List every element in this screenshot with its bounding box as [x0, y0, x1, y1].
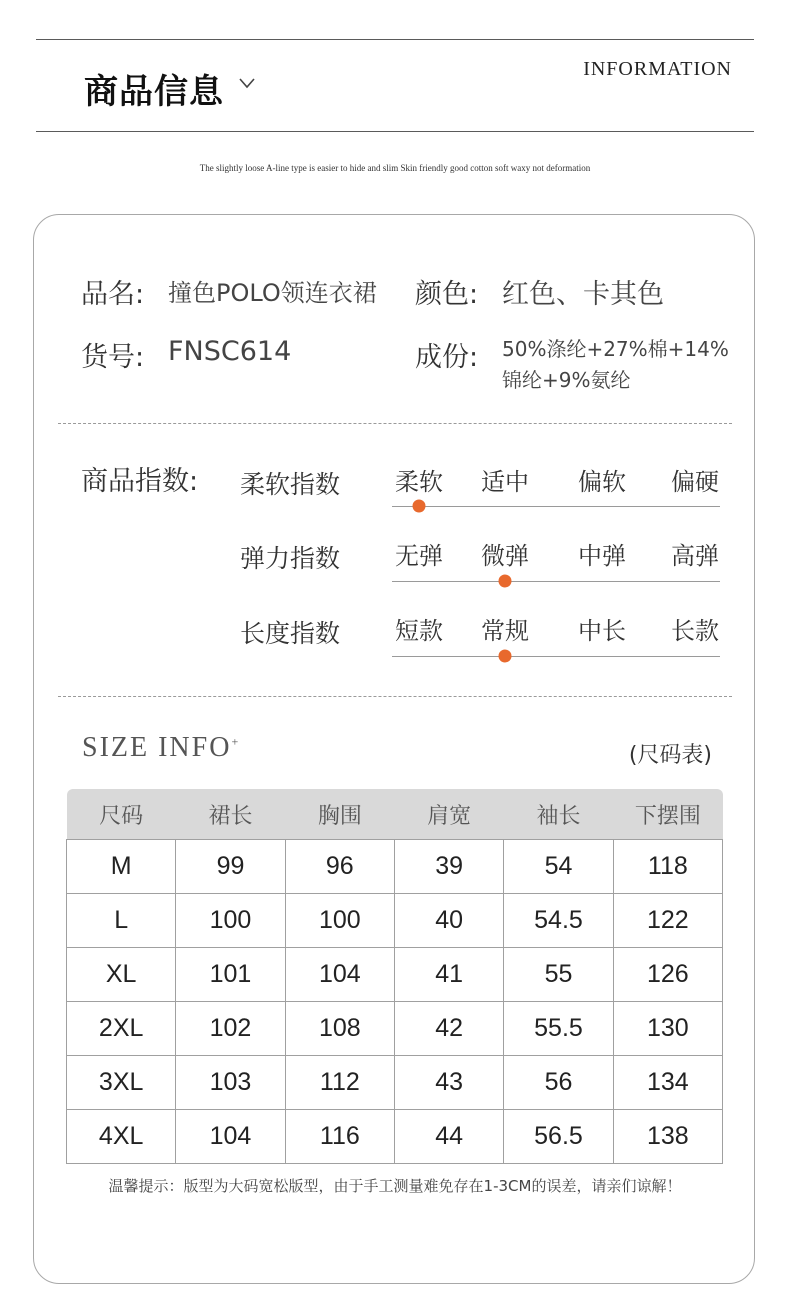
material-value: 50%涤纶+27%棉+14%锦纶+9%氨纶: [502, 337, 729, 392]
table-cell: 118: [613, 840, 722, 894]
header-top-rule: [36, 39, 754, 40]
divider-2: [58, 696, 732, 697]
table-cell: 44: [394, 1110, 503, 1164]
index-option: 偏软: [578, 468, 626, 496]
table-cell: 54.5: [504, 894, 613, 948]
table-cell: 39: [394, 840, 503, 894]
index-option: 无弹: [395, 542, 443, 570]
column-header: 尺码: [67, 789, 176, 840]
color-label: 颜色:: [415, 279, 479, 310]
subtitle: The slightly loose A-line type is easier to hide and slim Skin friendly good cotton soft waxy not deformation: [199, 163, 591, 173]
size-chart-note: (尺码表): [628, 743, 712, 768]
table-cell: 112: [285, 1056, 394, 1110]
column-header: 袖长: [504, 789, 613, 840]
index-name: 柔软指数: [240, 470, 341, 499]
section-title-en: INFORMATION: [583, 58, 732, 80]
table-cell: 126: [613, 948, 722, 1002]
table-cell: 108: [285, 1002, 394, 1056]
table-cell: 102: [176, 1002, 285, 1056]
index-option: 中长: [578, 617, 626, 645]
table-cell: 3XL: [67, 1056, 176, 1110]
table-cell: 138: [613, 1110, 722, 1164]
table-row: [67, 840, 723, 894]
table-row: [67, 948, 723, 1002]
name-value: 撞色POLO领连衣裙: [168, 279, 377, 307]
table-cell: 56.5: [504, 1110, 613, 1164]
index-track: [392, 506, 720, 507]
table-cell: 43: [394, 1056, 503, 1110]
divider-1: [58, 423, 732, 424]
size-info-title: [82, 732, 240, 764]
table-cell: 100: [285, 894, 394, 948]
table-cell: XL: [67, 948, 176, 1002]
disclaimer-tip: 温馨提示：版型为大码宽松版型，由于手工测量难免存在1-3CM的误差，请亲们谅解！: [108, 1177, 682, 1195]
table-cell: 101: [176, 948, 285, 1002]
table-cell: 122: [613, 894, 722, 948]
index-option: 微弹: [481, 542, 529, 570]
index-option: 短款: [395, 617, 443, 645]
material-label: 成份:: [415, 342, 479, 373]
table-cell: 130: [613, 1002, 722, 1056]
index-option: 适中: [481, 468, 529, 496]
index-name: 弹力指数: [240, 544, 341, 573]
index-option: 常规: [481, 617, 529, 645]
index-track: [392, 656, 720, 657]
indices-label: 商品指数:: [81, 466, 199, 497]
table-cell: 99: [176, 840, 285, 894]
index-option: 长款: [671, 617, 719, 645]
index-option: 高弹: [671, 542, 719, 570]
table-cell: 54: [504, 840, 613, 894]
table-cell: 42: [394, 1002, 503, 1056]
table-cell: M: [67, 840, 176, 894]
header-bottom-rule: [36, 131, 754, 132]
table-cell: 104: [176, 1110, 285, 1164]
index-marker: [413, 500, 426, 513]
index-marker: [499, 575, 512, 588]
column-header: 胸围: [285, 789, 394, 840]
column-header: 裙长: [176, 789, 285, 840]
index-option: 偏硬: [671, 468, 719, 496]
table-cell: 4XL: [67, 1110, 176, 1164]
table-row: [67, 1110, 723, 1164]
sku-label: 货号:: [81, 342, 145, 373]
size-info-title-mark: +: [231, 734, 241, 749]
table-cell: 41: [394, 948, 503, 1002]
table-cell: 40: [394, 894, 503, 948]
index-option: 柔软: [395, 468, 443, 496]
table-row: [67, 1002, 723, 1056]
sku-value: FNSC614: [168, 336, 292, 367]
index-option: 中弹: [578, 542, 626, 570]
color-value: 红色、卡其色: [502, 279, 664, 310]
table-cell: 116: [285, 1110, 394, 1164]
column-header: 下摆围: [613, 789, 722, 840]
section-title: 商品信息: [84, 72, 224, 112]
table-cell: L: [67, 894, 176, 948]
column-header: 肩宽: [394, 789, 503, 840]
table-cell: 55.5: [504, 1002, 613, 1056]
size-info-title-text: SIZE INFO: [82, 732, 232, 763]
size-table: [66, 789, 723, 1164]
table-row: [67, 894, 723, 948]
table-cell: 104: [285, 948, 394, 1002]
table-row: [67, 1056, 723, 1110]
table-cell: 103: [176, 1056, 285, 1110]
index-name: 长度指数: [240, 619, 341, 648]
table-cell: 56: [504, 1056, 613, 1110]
table-cell: 100: [176, 894, 285, 948]
index-marker: [499, 650, 512, 663]
chevron-down-icon: [238, 76, 256, 90]
name-label: 品名:: [81, 279, 145, 310]
index-track: [392, 581, 720, 582]
table-cell: 2XL: [67, 1002, 176, 1056]
table-cell: 134: [613, 1056, 722, 1110]
table-cell: 55: [504, 948, 613, 1002]
table-cell: 96: [285, 840, 394, 894]
size-table-header: [67, 789, 723, 840]
